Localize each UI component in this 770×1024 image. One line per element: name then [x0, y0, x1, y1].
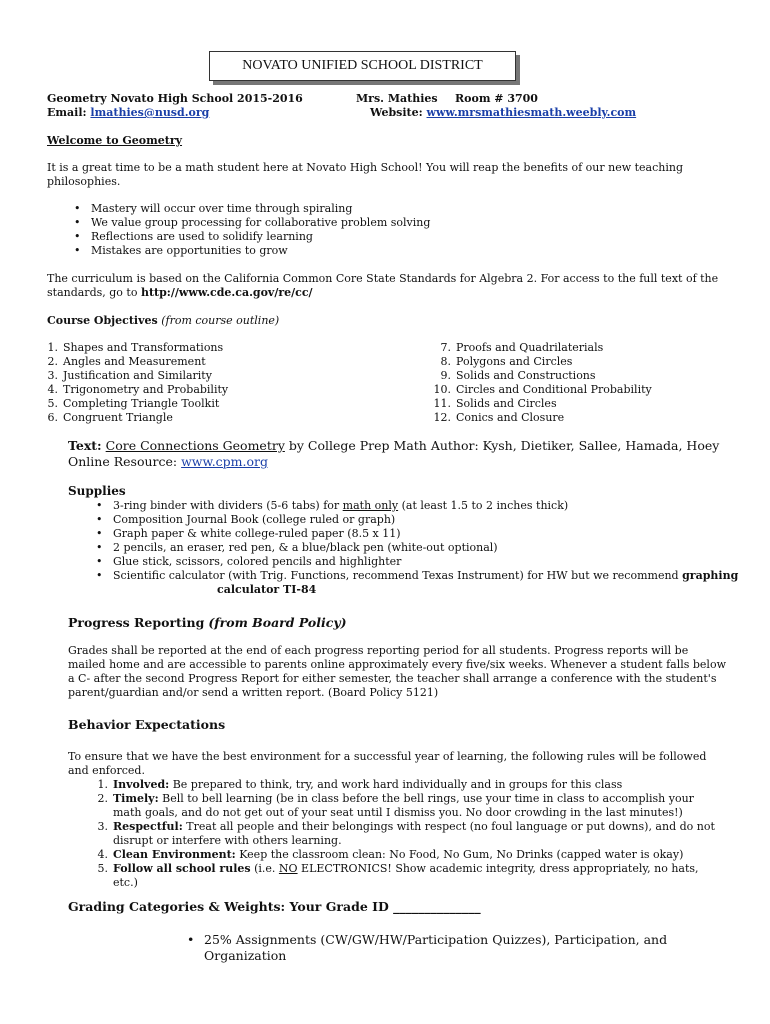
list-item: 7. Proofs and Quadrilaterials: [440, 341, 604, 354]
curriculum-text: The curriculum is based on the California Common Core State Standards for Algebra 2. For access to the full text of the standards, go to: [47, 272, 719, 299]
list-item: 4. Trigonometry and Probability: [47, 383, 229, 396]
list-item: 5. Follow all school rules (i.e. NO ELECTRONICS! Show academic integrity, dress appropriately, no hats, etc.): [97, 862, 699, 889]
textbook-label: Text:: [68, 438, 102, 453]
behavior-intro: To ensure that we have the best environment for a successful year of learning, the following rules will be followed and enforced.: [68, 750, 707, 777]
list-item: 8. Polygons and Circles: [440, 355, 573, 368]
online-resource-link[interactable]: www.cpm.org: [181, 454, 268, 469]
list-item: 5. Completing Triangle Toolkit: [47, 397, 220, 410]
list-item: • 25% Assignments (CW/GW/HW/Participation Quizzes), Participation, and Organization: [204, 932, 704, 964]
philosophy-list: [91, 202, 691, 258]
email-link[interactable]: lmathies@nusd.org: [90, 106, 210, 119]
objectives-list-left: [47, 341, 403, 425]
website-label: Website:: [370, 106, 423, 119]
list-item: • Mastery will occur over time through spiraling: [91, 202, 691, 216]
list-item: • Mistakes are opportunities to grow: [91, 244, 691, 258]
welcome-heading: Welcome to Geometry: [47, 134, 183, 147]
email-line: [47, 106, 209, 120]
course-title: Geometry Novato High School 2015-2016: [47, 92, 303, 105]
list-item: 6. Congruent Triangle: [47, 411, 173, 424]
progress-heading: Progress Reporting: [68, 615, 205, 630]
supplies-list: [113, 499, 739, 597]
list-item: • 3-ring binder with dividers (5-6 tabs) for math only (at least 1.5 to 2 inches thick): [113, 499, 733, 513]
behavior-heading: Behavior Expectations: [68, 717, 226, 732]
website-line: [370, 106, 636, 120]
list-item: 3. Justification and Similarity: [47, 369, 212, 382]
list-item: • 2 pencils, an eraser, red pen, & a blue/black pen (white-out optional): [113, 541, 733, 555]
district-title: NOVATO UNIFIED SCHOOL DISTRICT: [209, 51, 516, 81]
welcome-intro: It is a great time to be a math student here at Novato High School! You will reap the benefits of our new teaching philosophies.: [47, 161, 683, 188]
progress-paragraph: Grades shall be reported at the end of each progress reporting period for all students. Progress reports will be mailed home and are accessible to parents online approximately every five/six weeks. Whenever a student falls below a C- after the second Progress Report for either semester, the teacher shall arrange a conference with the student's parent/guardian and/or send a written report. (Board Policy 5121): [68, 644, 726, 699]
list-item: • Reflections are used to solidify learning: [91, 230, 691, 244]
list-item: 1. Involved: Be prepared to think, try, and work hard individually and in groups for this class: [97, 778, 623, 791]
teacher-name: Mrs. Mathies: [356, 92, 438, 105]
curriculum-paragraph: [47, 272, 727, 300]
list-item: 10. Circles and Conditional Probability: [433, 383, 652, 396]
list-item: 4. Clean Environment: Keep the classroom clean: No Food, No Gum, No Drinks (capped water is okay): [97, 848, 684, 861]
grading-list: [204, 932, 704, 964]
list-item: • Composition Journal Book (college ruled or graph): [113, 513, 733, 527]
list-item: 11. Solids and Circles: [433, 397, 557, 410]
list-item: • Scientific calculator (with Trig. Functions, recommend Texas Instrument) for HW but we recommend graphing calculator TI-84: [113, 569, 733, 597]
objectives-heading: Course Objectives: [47, 314, 158, 327]
behavior-rules: [97, 778, 723, 890]
list-item: • Graph paper & white college-ruled paper (8.5 x 11): [113, 527, 733, 541]
textbook-line: [68, 438, 748, 454]
standards-link[interactable]: http://www.cde.ca.gov/re/cc/: [140, 286, 313, 299]
online-resource-label: Online Resource:: [68, 454, 182, 469]
online-resource-line: [68, 454, 268, 470]
list-item: 12. Conics and Closure: [433, 411, 565, 424]
objectives-heading-line: [47, 314, 279, 328]
email-label: Email:: [47, 106, 87, 119]
website-link[interactable]: www.mrsmathiesmath.weebly.com: [426, 106, 637, 119]
objectives-list-right: [433, 341, 746, 425]
textbook-author: by College Prep Math Author: Kysh, Dietiker, Sallee, Hamada, Hoey: [284, 438, 720, 453]
list-item: 1. Shapes and Transformations: [47, 341, 224, 354]
list-item: 9. Solids and Constructions: [440, 369, 596, 382]
list-item: 2. Timely: Bell to bell learning (be in class before the bell rings, use your time in class to accomplish your math goals, and do not get out of your seat until I dismiss you. No door crowding in the last minutes!): [97, 792, 694, 819]
list-item: • We value group processing for collaborative problem solving: [91, 216, 691, 230]
supplies-heading: Supplies: [68, 484, 126, 498]
textbook-title: Core Connections Geometry: [105, 438, 285, 453]
list-item: 3. Respectful: Treat all people and their belongings with respect (no foul language or put downs), and do not disrupt or interfere with others learning.: [97, 820, 715, 847]
objectives-subheading: (from course outline): [161, 314, 280, 327]
list-item: 2. Angles and Measurement: [47, 355, 206, 368]
room-number: Room # 3700: [455, 92, 538, 105]
grading-heading: Grading Categories & Weights: Your Grade ID ______________: [68, 899, 481, 914]
list-item: • Glue stick, scissors, colored pencils and highlighter: [113, 555, 733, 569]
progress-heading-line: [68, 615, 347, 631]
progress-subheading: (from Board Policy): [208, 615, 347, 630]
